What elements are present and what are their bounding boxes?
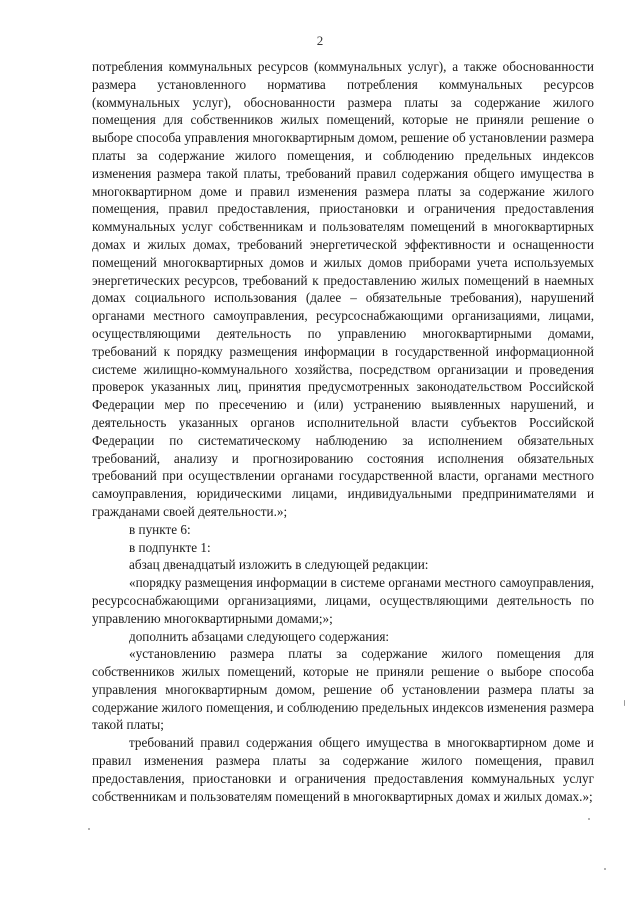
paragraph-item-point-6: в пункте 6: [129, 521, 191, 537]
paragraph-continuation: потребления коммунальных ресурсов (коммунальных услуг), а также обоснованности размера установленного норматива потребления коммунальных ресурсов (коммунальных услуг), обоснованности размера платы за содержание жилого помещения для собственников жилых помещений, которые не приняли решение о выборе способа управления многоквартирным домом, решение об установлении размера платы за содержание жилого помещения, и соблюдению предельных индексов изменения размера такой платы, требований правил содержания общего имущества в многоквартирном доме и правил изменения размера платы за содержание жилого помещения, правил предоставления, приостановки и ограничения предоставления коммунальных услуг собственникам и пользователям помещений в многоквартирных домах и жилых домах, требований энергетической эффективности и оснащенности помещений многоквартирных домов и жилых домов приборами учета используемых энергетических ресурсов, требований к предоставлению жилых помещений в наемных домах социального использования (далее – обязательные требования), нарушений органами местного самоуправления, ресурсоснабжающими организациями, лицами, осуществляющими деятельность по управлению многоквартирными домами, требований к порядку размещения информации в государственной информационной системе жилищно-коммунального хозяйства, посредством организации и проведения проверок указанных лиц, принятия предусмотренных законодательством Российской Федерации мер по пресечению и (или) устранению выявленных нарушений, и деятельность указанных органов исполнительной власти субъектов Российской Федерации по систематическому наблюдению за исполнением обязательных требований, анализу и прогнозированию состояния исполнения обязательных требований при осуществлении органами государственной власти, органами местного самоуправления, юридическими лицами, индивидуальными предпринимателями и гражданами своей деятельности.»; [92, 59, 594, 519]
page-number: 2 [316, 33, 324, 48]
paragraph-instruction-add: дополнить абзацами следующего содержания: [129, 628, 390, 644]
paragraph-item-subpoint-1: в подпункте 1: [129, 539, 211, 555]
scan-speck [88, 828, 90, 830]
paragraph-quote-disclosure: «порядку размещения информации в системе органами местного самоуправления, ресурсоснабжающими организациями, лицами, осуществляющими деятельность по управлению многоквартирными домами;»; [92, 575, 594, 626]
document-body [92, 58, 594, 805]
paragraph-quote-rules: требований правил содержания общего имущества в многоквартирном доме и правил изменения размера платы за содержание жилого помещения, правил предоставления, приостановки и ограничения предоставления коммунальных услуг собственникам и пользователям помещений в многоквартирных домах и жилых домах.»; [92, 735, 594, 804]
paragraph-instruction-twelfth: абзац двенадцатый изложить в следующей редакции: [129, 557, 429, 573]
scan-speck [588, 818, 590, 820]
scan-speck [604, 868, 606, 870]
scan-speck [624, 700, 625, 706]
paragraph-quote-fee: «установлению размера платы за содержание жилого помещения для собственников жилых помещений, которые не приняли решение о выборе способа управления многоквартирным домом, решение об установлении размера платы за содержание жилого помещения, и соблюдению предельных индексов изменения размера такой платы; [92, 646, 594, 733]
